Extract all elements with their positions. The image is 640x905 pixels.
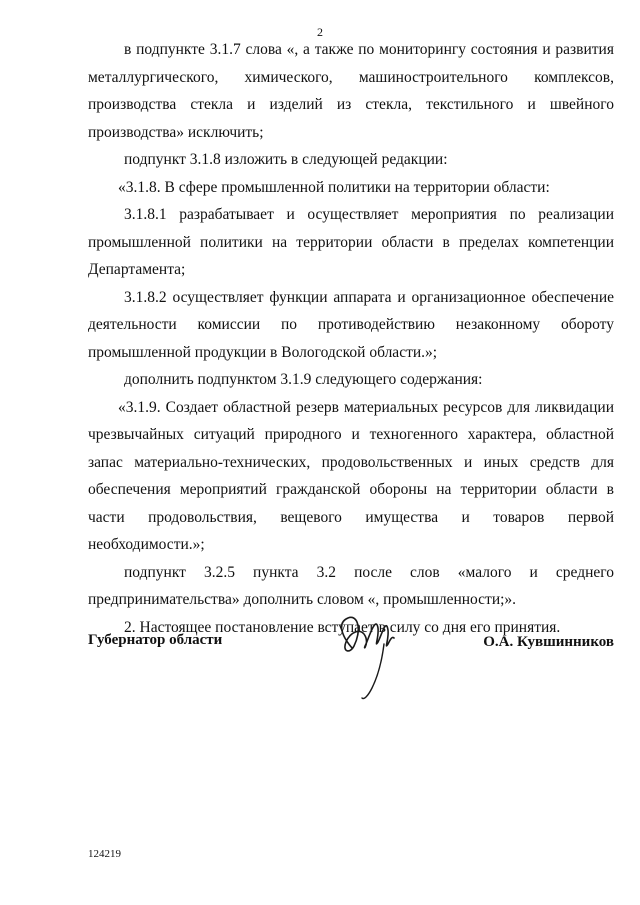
paragraph-amend-3-1-7: в подпункте 3.1.7 слова «, а также по мониторингу состояния и развития металлургического, химического, машиностроительного комплексов, производства стекла и изделий из стекла, текстильного и швейного производства» исключить; <box>88 41 614 141</box>
paragraph-effective-date: 2. Настоящее постановление вступает в силу со дня его принятия. <box>124 618 561 636</box>
page-number: 2 <box>317 25 323 39</box>
paragraph-add-3-1-9-intro: дополнить подпунктом 3.1.9 следующего содержания: <box>124 371 483 388</box>
paragraph-amend-3-1-8-intro: подпункт 3.1.8 изложить в следующей редакции: <box>124 151 448 168</box>
signatory-name: О.А. Кувшинников <box>483 634 614 650</box>
document-body <box>88 36 614 641</box>
paragraph-3-1-9: «3.1.9. Создает областной резерв материальных ресурсов для ликвидации чрезвычайных ситуаций природного и техногенного характера, областной запас материально-технических, продовольственных и иных средств для обеспечения мероприятий гражданской обороны на территории области в части продовольствия, вещевого имущества и товаров первой необходимости.»; <box>88 398 614 553</box>
paragraph-3-1-8-2: 3.1.8.2 осуществляет функции аппарата и организационное обеспечение деятельности комиссии по противодействию незаконному обороту промышленной продукции в Вологодской области.»; <box>88 288 614 361</box>
document-code: 124219 <box>88 848 121 860</box>
paragraph-3-1-8: «3.1.8. В сфере промышленной политики на территории области: <box>118 178 550 196</box>
paragraph-3-1-8-1: 3.1.8.1 разрабатывает и осуществляет мероприятия по реализации промышленной политики на территории области в пределах компетенции Департамента; <box>88 206 614 278</box>
signature-block <box>88 608 614 708</box>
signatory-title: Губернатор области <box>88 632 223 648</box>
paragraph-amend-3-2-5: подпункт 3.2.5 пункта 3.2 после слов «малого и среднего предпринимательства» дополнить словом «, промышленности;». <box>88 563 614 608</box>
handwritten-signature <box>332 608 412 706</box>
